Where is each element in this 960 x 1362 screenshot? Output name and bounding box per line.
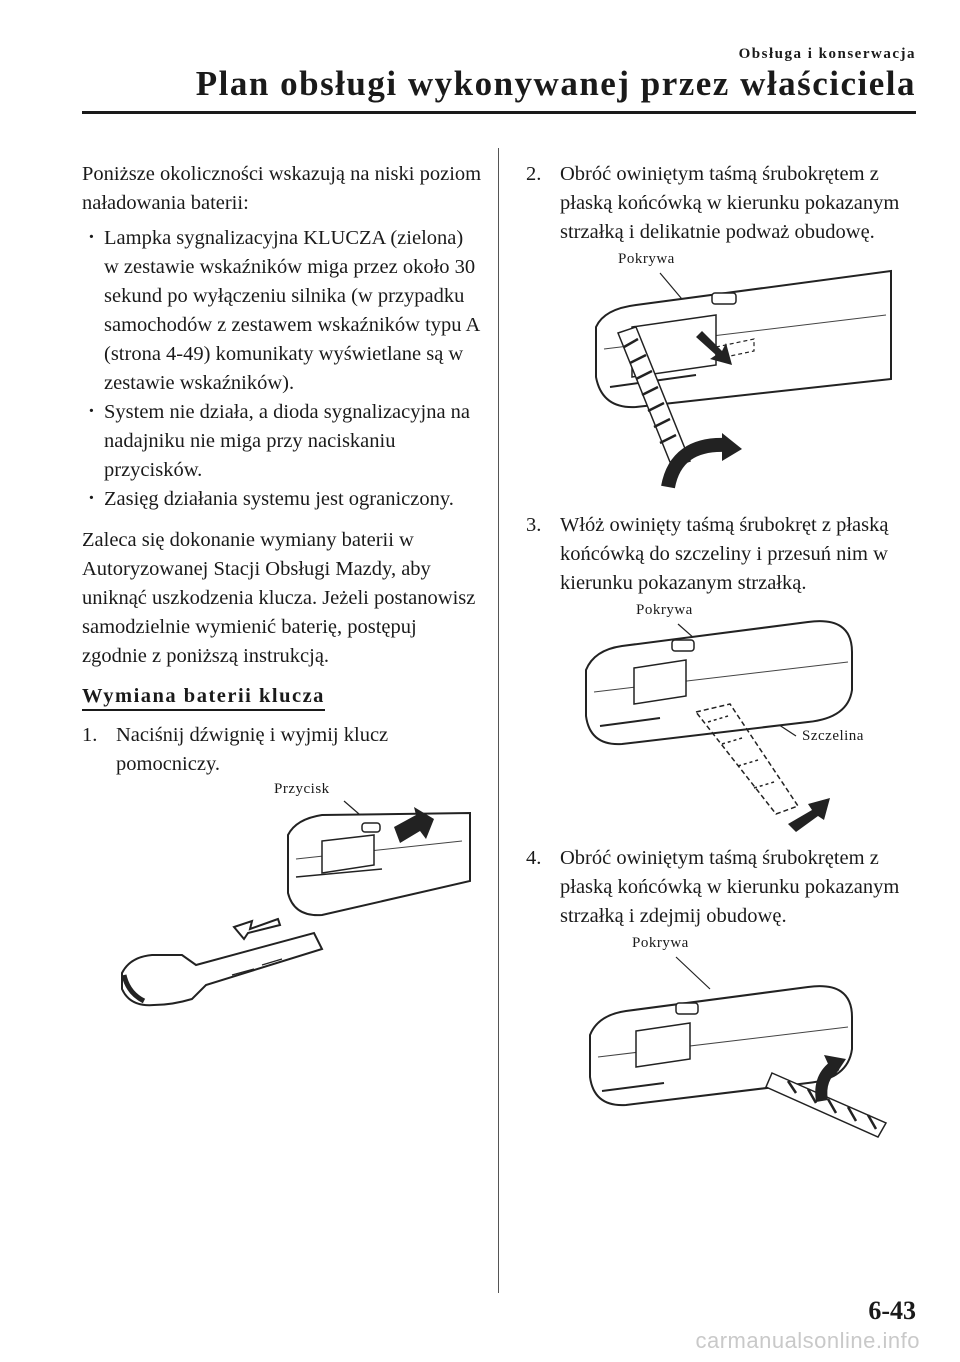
figure-label-button: Przycisk	[274, 781, 330, 797]
section-name: Obsługa i konserwacja	[738, 46, 916, 62]
figure-remove-aux-key	[82, 779, 482, 1199]
step-2	[526, 160, 921, 247]
symptom-item: · System nie działa, a dioda sygnalizacyjna na nadajniku nie miga przy naciskaniu przycisków.	[82, 398, 482, 485]
key-removal-illustration	[82, 779, 482, 1199]
remove-cover-illustration	[526, 931, 921, 1161]
watermark: carmanualsonline.info	[695, 1328, 920, 1353]
right-column	[526, 160, 921, 1161]
recommendation-paragraph: Zaleca się dokonanie wymiany baterii w Autoryzowanej Stacji Obsługi Mazdy, aby uniknąć uszkodzenia klucza. Jeżeli postanowisz samodzielnie wymienić baterię, postępuj zgodnie z poniższą instrukcją.	[82, 529, 476, 667]
step-number: 2.	[526, 163, 542, 185]
step-number: 4.	[526, 847, 542, 869]
left-column	[82, 160, 482, 1199]
pry-cover-illustration	[526, 247, 921, 511]
figure-label-cover: Pokrywa	[632, 935, 689, 951]
step-text: Naciśnij dźwignię i wyjmij klucz pomocniczy.	[116, 724, 389, 775]
step-text: Obróć owiniętym taśmą śrubokrętem z płaską końcówką w kierunku pokazanym strzałką i zdejmij obudowę.	[560, 847, 900, 927]
page-title: Plan obsługi wykonywanej przez właściciela	[195, 64, 916, 103]
column-divider	[498, 148, 499, 1293]
figure-label-slot: Szczelina	[802, 728, 864, 744]
step-text: Włóż owinięty taśmą śrubokręt z płaską końcówką do szczeliny i przesuń nim w kierunku pokazanym strzałką.	[560, 514, 889, 594]
step-1	[82, 721, 482, 779]
step-3	[526, 511, 921, 598]
intro-paragraph: Poniższe okoliczności wskazują na niski poziom naładowania baterii:	[82, 163, 482, 214]
figure-slide-screwdriver	[526, 598, 921, 844]
figure-remove-cover	[526, 931, 921, 1161]
figure-pry-cover	[526, 247, 921, 511]
symptom-item: · Lampka sygnalizacyjna KLUCZA (zielona) w zestawie wskaźników miga przez około 30 sekund po wyłączeniu silnika (w przypadku samochodów z zestawem wskaźników typu A (strona 4-49) komunikaty wyświetlane są w zestawie wskaźników).	[82, 224, 482, 398]
figure-label-cover: Pokrywa	[636, 602, 693, 618]
step-4	[526, 844, 921, 931]
step-number: 1.	[82, 724, 98, 746]
page-number: 6-43	[868, 1296, 916, 1325]
header-rule	[82, 111, 916, 114]
step-text: Obróć owiniętym taśmą śrubokrętem z płaską końcówką w kierunku pokazanym strzałką i delikatnie podważ obudowę.	[560, 163, 900, 243]
step-number: 3.	[526, 514, 542, 536]
symptom-list	[82, 224, 482, 514]
figure-label-cover: Pokrywa	[618, 251, 675, 267]
section-subheading: Wymiana baterii klucza	[82, 685, 325, 711]
slide-screwdriver-illustration	[526, 598, 921, 844]
symptom-item: · Zasięg działania systemu jest ograniczony.	[82, 485, 482, 514]
